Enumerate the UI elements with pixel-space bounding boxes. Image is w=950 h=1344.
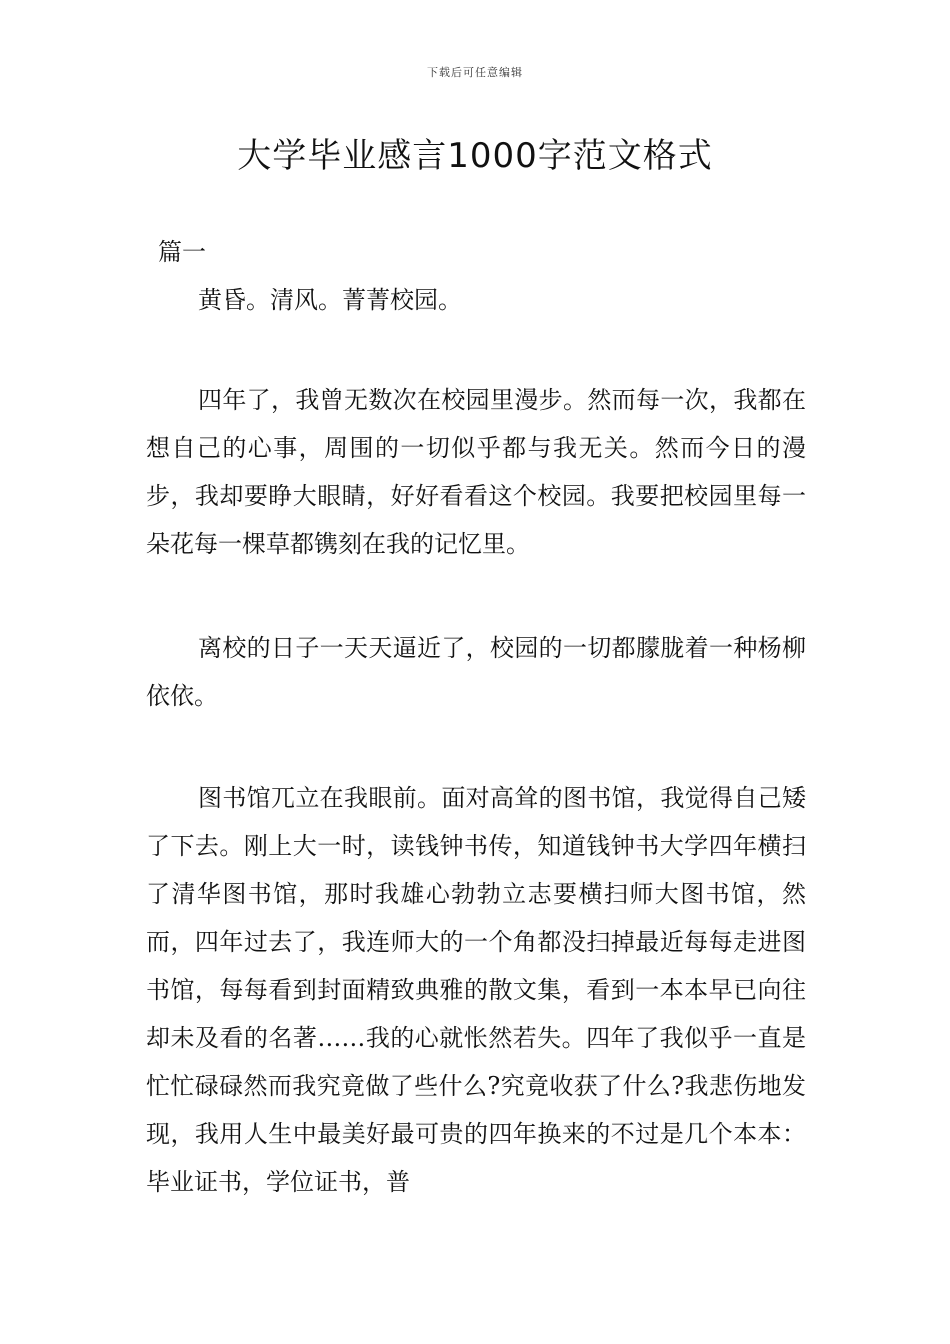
paragraph-4: 图书馆兀立在我眼前。面对高耸的图书馆，我觉得自己矮了下去。刚上大一时，读钱钟书传，知道钱钟书大学四年横扫了清华图书馆，那时我雄心勃勃立志要横扫师大图书馆，然而，四年过去了，我连师大的一个角都没扫掉最近每每走进图书馆，每每看到封面精致典雅的散文集，看到一本本早已向往却未及看的名著……我的心就怅然若失。四年了我似乎一直是忙忙碌碌然而我究竟做了些什么?究竟收获了什么?我悲伤地发现，我用人生中最美好最可贵的四年换来的不过是几个本本：毕业证书，学位证书，普 (146, 784, 806, 1196)
paragraph-2: 四年了，我曾无数次在校园里漫步。然而每一次，我都在想自己的心事，周围的一切似乎都与我无关。然而今日的漫步，我却要睁大眼睛，好好看看这个校园。我要把校园里每一朵花每一棵草都镌刻在我的记忆里。 (146, 386, 806, 558)
paragraph-3: 离校的日子一天天逼近了，校园的一切都朦胧着一种杨柳依依。 (146, 634, 806, 710)
section-heading: 篇一 (158, 238, 206, 266)
header-note: 下载后可任意编辑 (427, 66, 523, 79)
document-title: 大学毕业感言1000字范文格式 (237, 136, 713, 176)
paragraph-1: 黄昏。清风。菁菁校园。 (198, 286, 462, 314)
